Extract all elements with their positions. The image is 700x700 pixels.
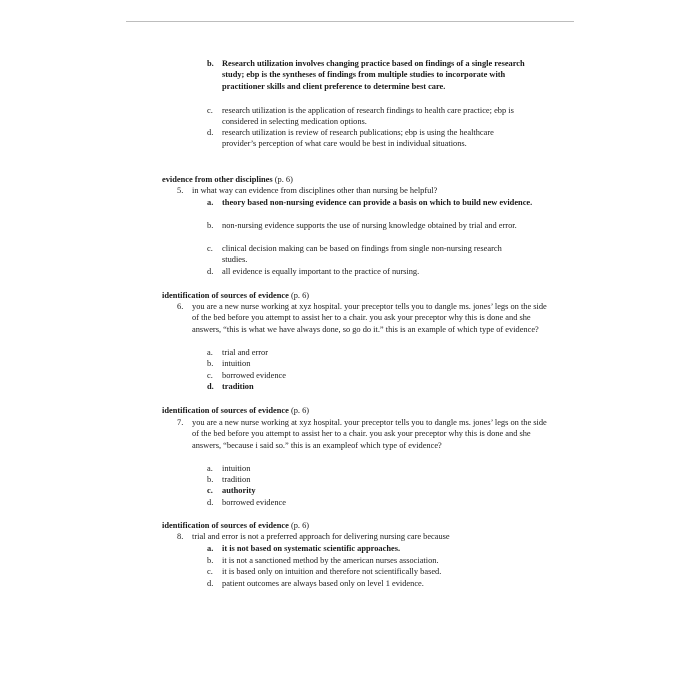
option-letter: a. <box>207 544 214 553</box>
option-text: clinical decision making can be based on findings from single non-nursing research studies. <box>222 244 502 265</box>
option-letter: c. <box>207 106 213 115</box>
page-ref: (p. 6) <box>288 521 310 530</box>
option-letter: b. <box>207 556 214 565</box>
list-item <box>207 578 547 589</box>
question-number: 8. <box>177 532 184 541</box>
option-letter: d. <box>207 267 214 276</box>
list-item <box>207 474 407 485</box>
question <box>177 301 547 335</box>
option-text: research utilization is review of research publications; ebp is using the healthcare provider’s perception of what care would be best in individual situations. <box>222 128 494 149</box>
option-text: it is not a sanctioned method by the american nurses association. <box>222 556 439 565</box>
option-letter: b. <box>207 59 214 68</box>
section-heading <box>162 520 309 531</box>
option-letter: b. <box>207 221 214 230</box>
list-item <box>207 243 527 266</box>
option-letter: c. <box>207 567 213 576</box>
option-text: non-nursing evidence supports the use of nursing knowledge obtained by trial and error. <box>222 221 517 230</box>
question <box>177 185 537 196</box>
list-item <box>207 485 407 496</box>
option-text: borrowed evidence <box>222 498 286 507</box>
list-item <box>207 347 407 358</box>
question-number: 7. <box>177 418 184 427</box>
question-number: 5. <box>177 186 184 195</box>
question <box>177 531 547 542</box>
option-letter: c. <box>207 486 213 495</box>
option-text: tradition <box>222 382 254 391</box>
option-letter: b. <box>207 359 214 368</box>
option-text: research utilization is the application of research findings to health care practice; ebp is considered in selecting medication options. <box>222 106 514 127</box>
page-ref: (p. 6) <box>272 175 293 184</box>
list-item <box>207 197 537 208</box>
list-item <box>207 566 547 577</box>
option-letter: a. <box>207 348 213 357</box>
option-text: intuition <box>222 359 251 368</box>
list-item <box>207 127 527 150</box>
option-letter: a. <box>207 464 213 473</box>
option-letter: c. <box>207 371 213 380</box>
list-item <box>207 370 407 381</box>
list-item <box>207 543 547 554</box>
option-letter: a. <box>207 198 214 207</box>
list-item <box>207 555 547 566</box>
section-heading <box>162 290 309 301</box>
question-text: you are a new nurse working at xyz hospital. your preceptor tells you to dangle ms. jones’ legs on the side of the bed before you attempt to assist her to a chair. you ask your preceptor why this is done and she answers, “because i said so.” this is an exampleof which type of evidence? <box>192 418 547 450</box>
option-letter: d. <box>207 498 214 507</box>
list-item <box>207 220 537 231</box>
list-item <box>207 497 407 508</box>
option-text: theory based non-nursing evidence can provide a basis on which to build new evidence. <box>222 198 533 207</box>
option-text: authority <box>222 486 256 495</box>
option-text: it is based only on intuition and therefore not scientifically based. <box>222 567 442 576</box>
question-number: 6. <box>177 302 184 311</box>
list-item <box>207 381 407 392</box>
list-item <box>207 358 407 369</box>
question-text: you are a new nurse working at xyz hospital. your preceptor tells you to dangle ms. jones’ legs on the side of the bed before you attempt to assist her to a chair. you ask your preceptor why this is done and she answers, “this is what we have always done, so go do it.” this is an example of which type of evidence? <box>192 302 547 334</box>
heading-title: evidence from other disciplines <box>162 175 273 184</box>
list-item <box>207 58 547 92</box>
option-text: Research utilization involves changing practice based on findings of a single research study; ebp is the syntheses of findings from multiple studies to incorporate with practitioner skills and client preference to determine best care. <box>222 59 525 91</box>
question-text: trial and error is not a preferred approach for delivering nursing care because <box>192 532 450 541</box>
option-text: it is not based on systematic scientific approaches. <box>222 544 401 553</box>
option-letter: d. <box>207 128 214 137</box>
option-letter: d. <box>207 382 214 391</box>
heading-title: identification of sources of evidence <box>162 291 289 300</box>
option-text: trial and error <box>222 348 269 357</box>
section-heading <box>162 174 293 185</box>
option-text: intuition <box>222 464 251 473</box>
option-letter: c. <box>207 244 213 253</box>
page-ref: (p. 6) <box>288 406 310 415</box>
heading-title: identification of sources of evidence <box>162 521 289 530</box>
option-letter: b. <box>207 475 214 484</box>
option-text: borrowed evidence <box>222 371 286 380</box>
option-text: tradition <box>222 475 251 484</box>
option-text: all evidence is equally important to the practice of nursing. <box>222 267 420 276</box>
list-item <box>207 266 537 277</box>
option-text: patient outcomes are always based only on level 1 evidence. <box>222 579 424 588</box>
section-heading <box>162 405 309 416</box>
question <box>177 417 552 451</box>
list-item <box>207 105 547 128</box>
list-item <box>207 463 407 474</box>
question-text: in what way can evidence from disciplines other than nursing be helpful? <box>192 186 438 195</box>
option-letter: d. <box>207 579 214 588</box>
heading-title: identification of sources of evidence <box>162 406 289 415</box>
page-ref: (p. 6) <box>288 291 310 300</box>
